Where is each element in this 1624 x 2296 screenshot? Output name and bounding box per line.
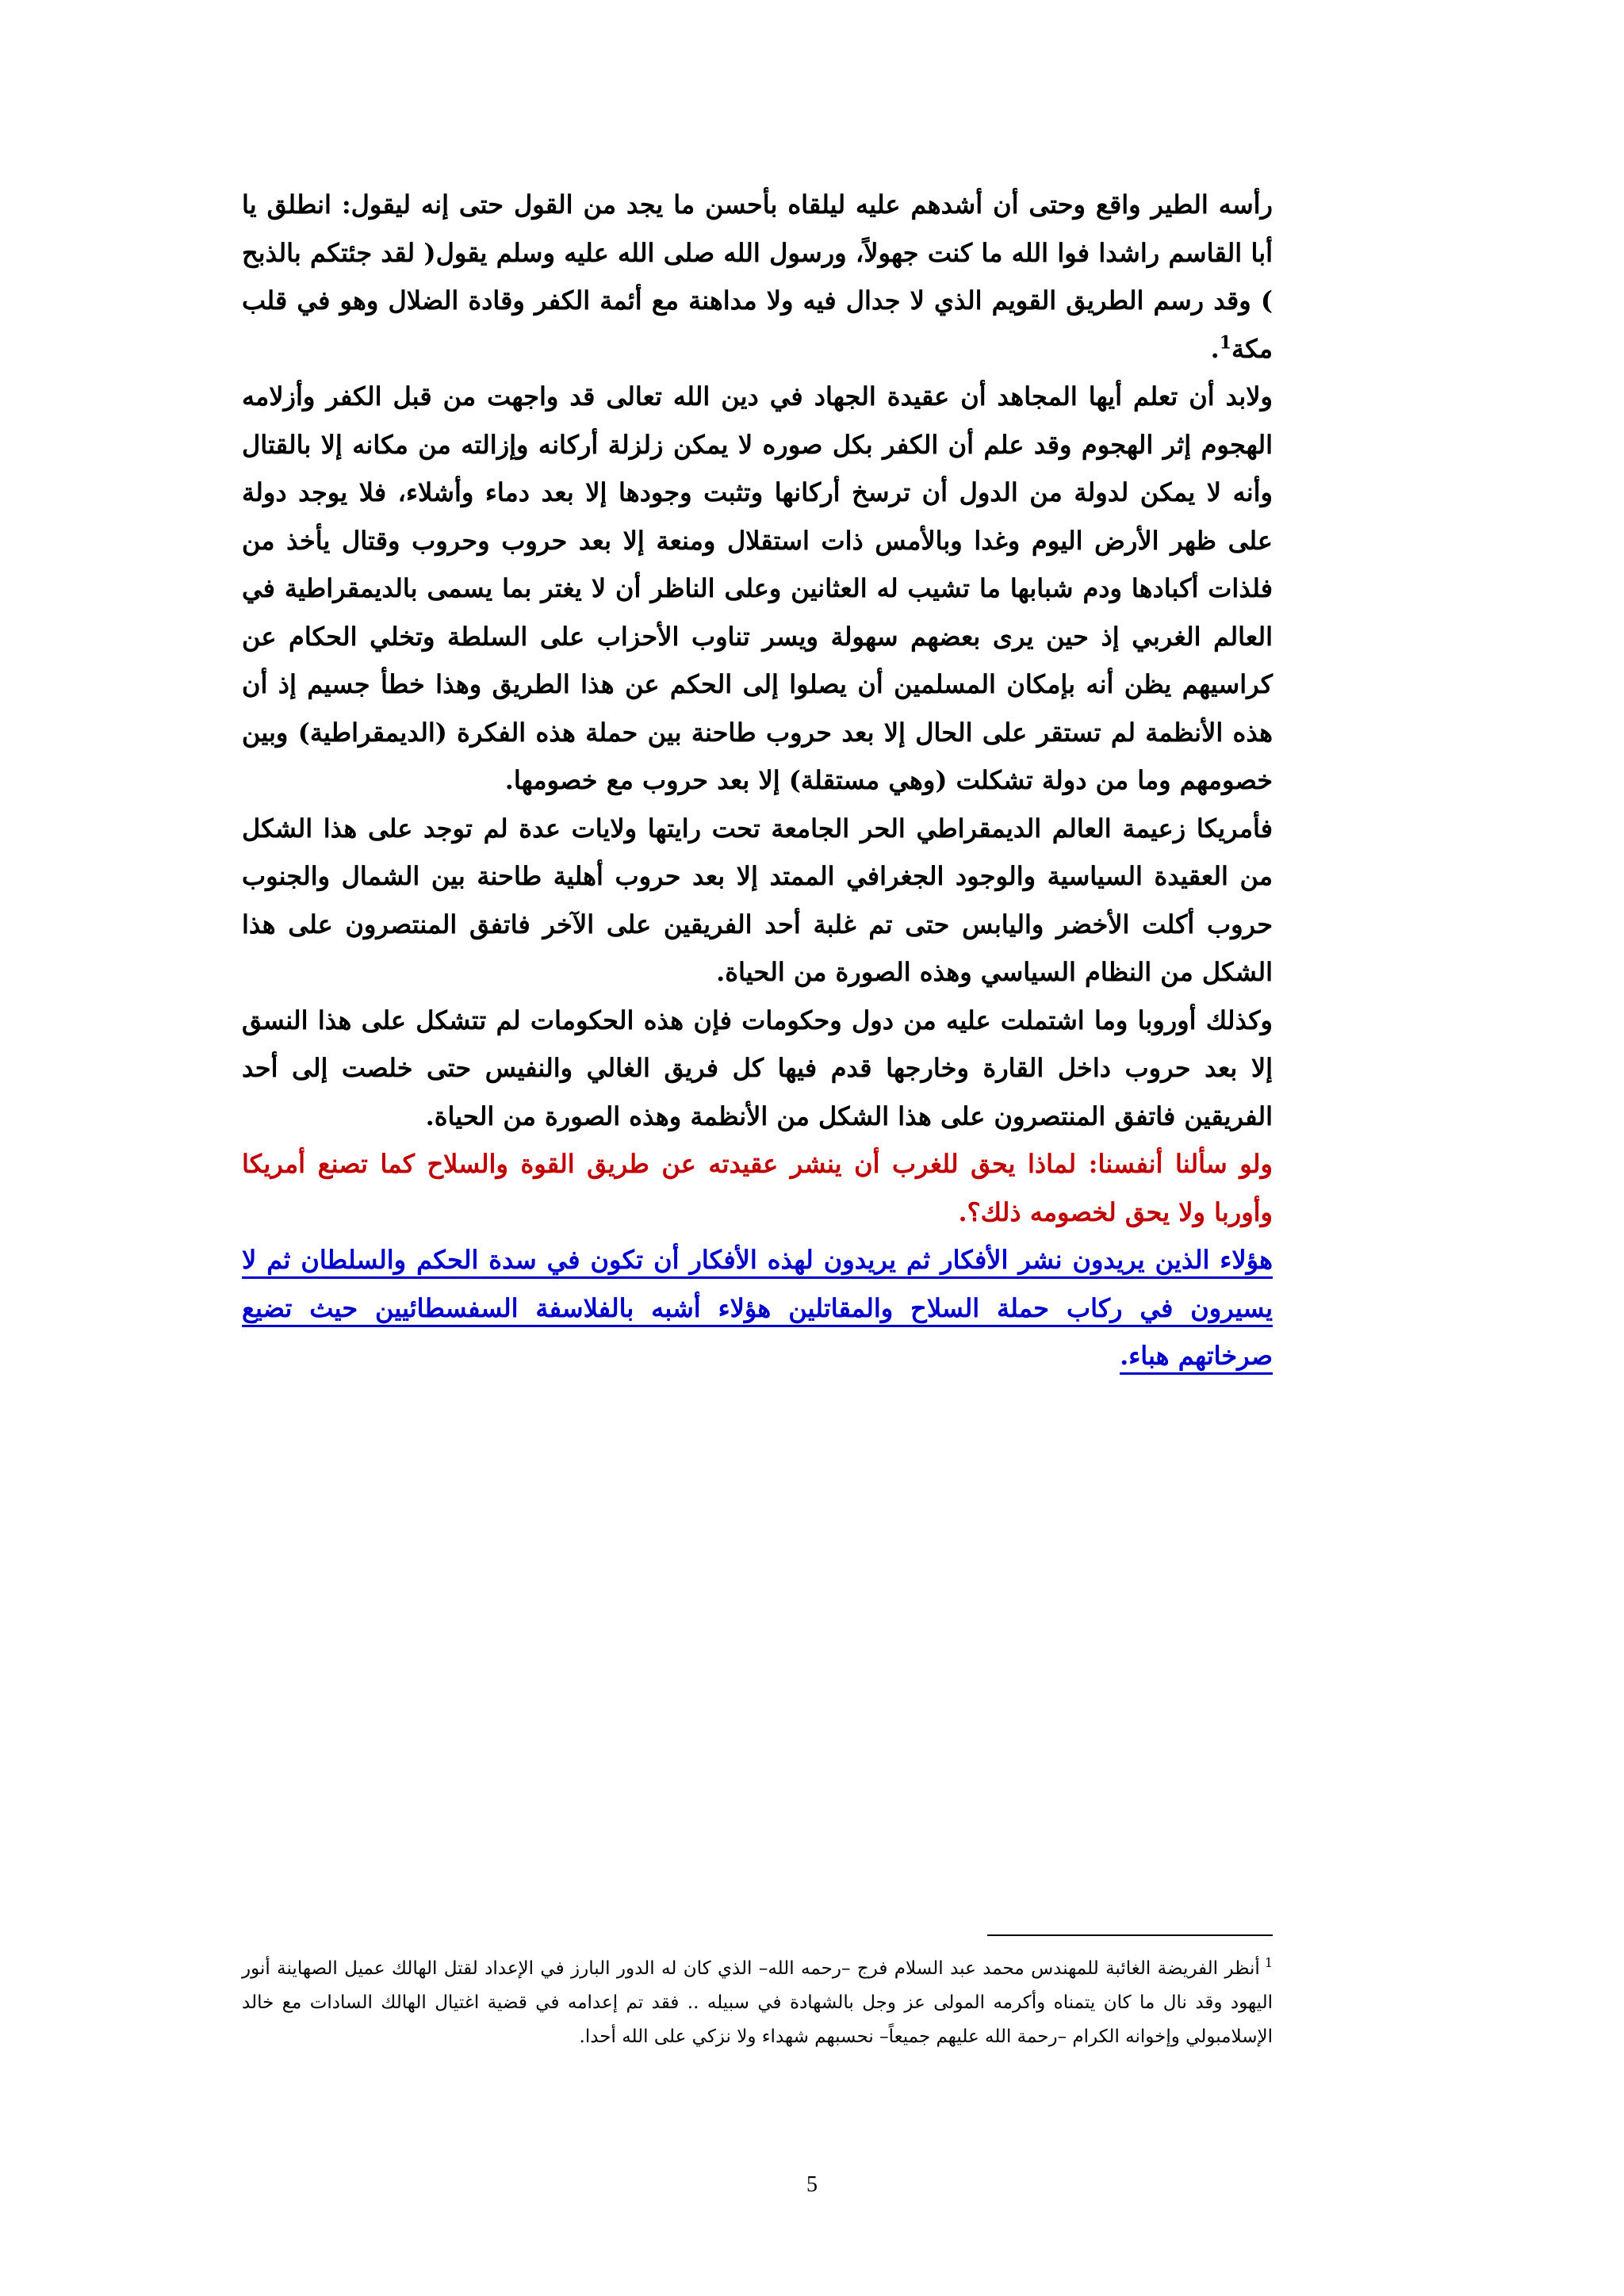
paragraph-6-text: هؤلاء الذين يريدون نشر الأفكار ثم يريدون لهذه الأفكار أن تكون في سدة الحكم والسلطان ثم لا يسيرون في ركاب حملة السلاح والمقاتلين هؤلاء أشبه بالفلاسفة السفسطائيين حيث تضيع صرخاتهم هباء. — [242, 1245, 1273, 1371]
footnote-divider — [987, 1934, 1273, 1936]
body-text — [242, 181, 1273, 1380]
page-number: 5 — [806, 2172, 818, 2197]
paragraph-1-end: . — [1210, 333, 1220, 364]
footnote-reference[interactable]: 1 — [1219, 331, 1232, 353]
footnote-text: أنظر الفريضة الغائبة للمهندس محمد عبد السلام فرج –رحمه الله– الذي كان له الدور البارز في الإعداد لقتل الهالك عميل الصهاينة أنور اليهود وقد نال ما كان يتمناه وأكرمه المولى عز وجل بالشهادة في سبيله .. فقد تم إعدامه في قضية اغتيال الهالك السادات مع خالد الإسلامبولي وإخوانه الكرام –رحمة الله عليهم جميعاً– نحسبهم شهداء ولا نزكي على الله أحدا. — [242, 1958, 1273, 2047]
paragraph-4: وكذلك أوروبا وما اشتملت عليه من دول وحكومات فإن هذه الحكومات لم تتشكل على هذا النسق إلا بعد حروب داخل القارة وخارجها قدم فيها كل فريق الغالي والنفيس حتى خلصت إلى أحد الفريقين فاتفق المنتصرون على هذا الشكل من الأنظمة وهذه الصورة من الحياة. — [242, 1004, 1274, 1131]
paragraph-1 — [242, 181, 1273, 373]
paragraph-2: ولابد أن تعلم أيها المجاهد أن عقيدة الجهاد في دين الله تعالى قد واجهت من قبل الكفر وأزلامه الهجوم إثر الهجوم وقد علم أن الكفر بكل صوره لا يمكن زلزلة أركانه وإزالته من مكانه إلا بالقتال وأنه لا يمكن لدولة من الدول أن ترسخ أركانها وتثبت وجودها إلا بعد دماء وأشلاء، فلا يوجد دولة على ظهر الأرض اليوم وغدا وبالأمس ذات استقلال ومنعة إلا بعد حروب وحروب وقتال يأخذ من فلذات أكبادها ودم شبابها ما تشيب له العثانين وعلى الناظر أن لا يغتر بما يسمى بالديمقراطية في العالم الغربي إذ حين يرى بعضهم سهولة ويسر تناوب الأحزاب على السلطة وتخلي الحكام عن كراسيهم يظن أنه بإمكان المسلمين أن يصلوا إلى الحكم عن هذا الطريق وهذا خطأ جسيم إذ أن هذه الأنظمة لم تستقر على الحال إلا بعد حروب طاحنة بين حملة هذه الفكرة (الديمقراطية) وبين خصومهم وما من دولة تشكلت (وهي مستقلة) إلا بعد حروب مع خصومها. — [242, 381, 1274, 795]
footnotes — [242, 1952, 1273, 2054]
paragraph-6-underlined — [242, 1236, 1273, 1380]
paragraph-5-question: ولو سألنا أنفسنا: لماذا يحق للغرب أن ينشر عقيدته عن طريق القوة والسلاح كما تصنع أمريكا وأوربا ولا يحق لخصومه ذلك؟. — [242, 1149, 1273, 1227]
paragraph-3: فأمريكا زعيمة العالم الديمقراطي الحر الجامعة تحت رايتها ولايات عدة لم توجد على هذا الشكل من العقيدة السياسية والوجود الجغرافي الممتد إلا بعد حروب أهلية طاحنة بين الشمال والجنوب حروب أكلت الأخضر واليابس حتى تم غلبة أحد الفريقين على الآخر فاتفق المنتصرون على هذا الشكل من النظام السياسي وهذه الصورة من الحياة. — [242, 813, 1273, 987]
footnote-marker: 1 — [1264, 1955, 1273, 1971]
paragraph-1-text: رأسه الطير واقع وحتى أن أشدهم عليه ليلقاه بأحسن ما يجد من القول حتى إنه ليقول: انطلق يا أبا القاسم راشدا فوا الله ما كنت جهولاً، ورسول الله صلى الله عليه وسلم يقول( لقد جئتكم بالذبح ) وقد رسم الطريق القويم الذي لا جدال فيه ولا مداهنة مع أئمة الكفر وقادة الضلال وهو في قلب مكة — [242, 189, 1274, 364]
